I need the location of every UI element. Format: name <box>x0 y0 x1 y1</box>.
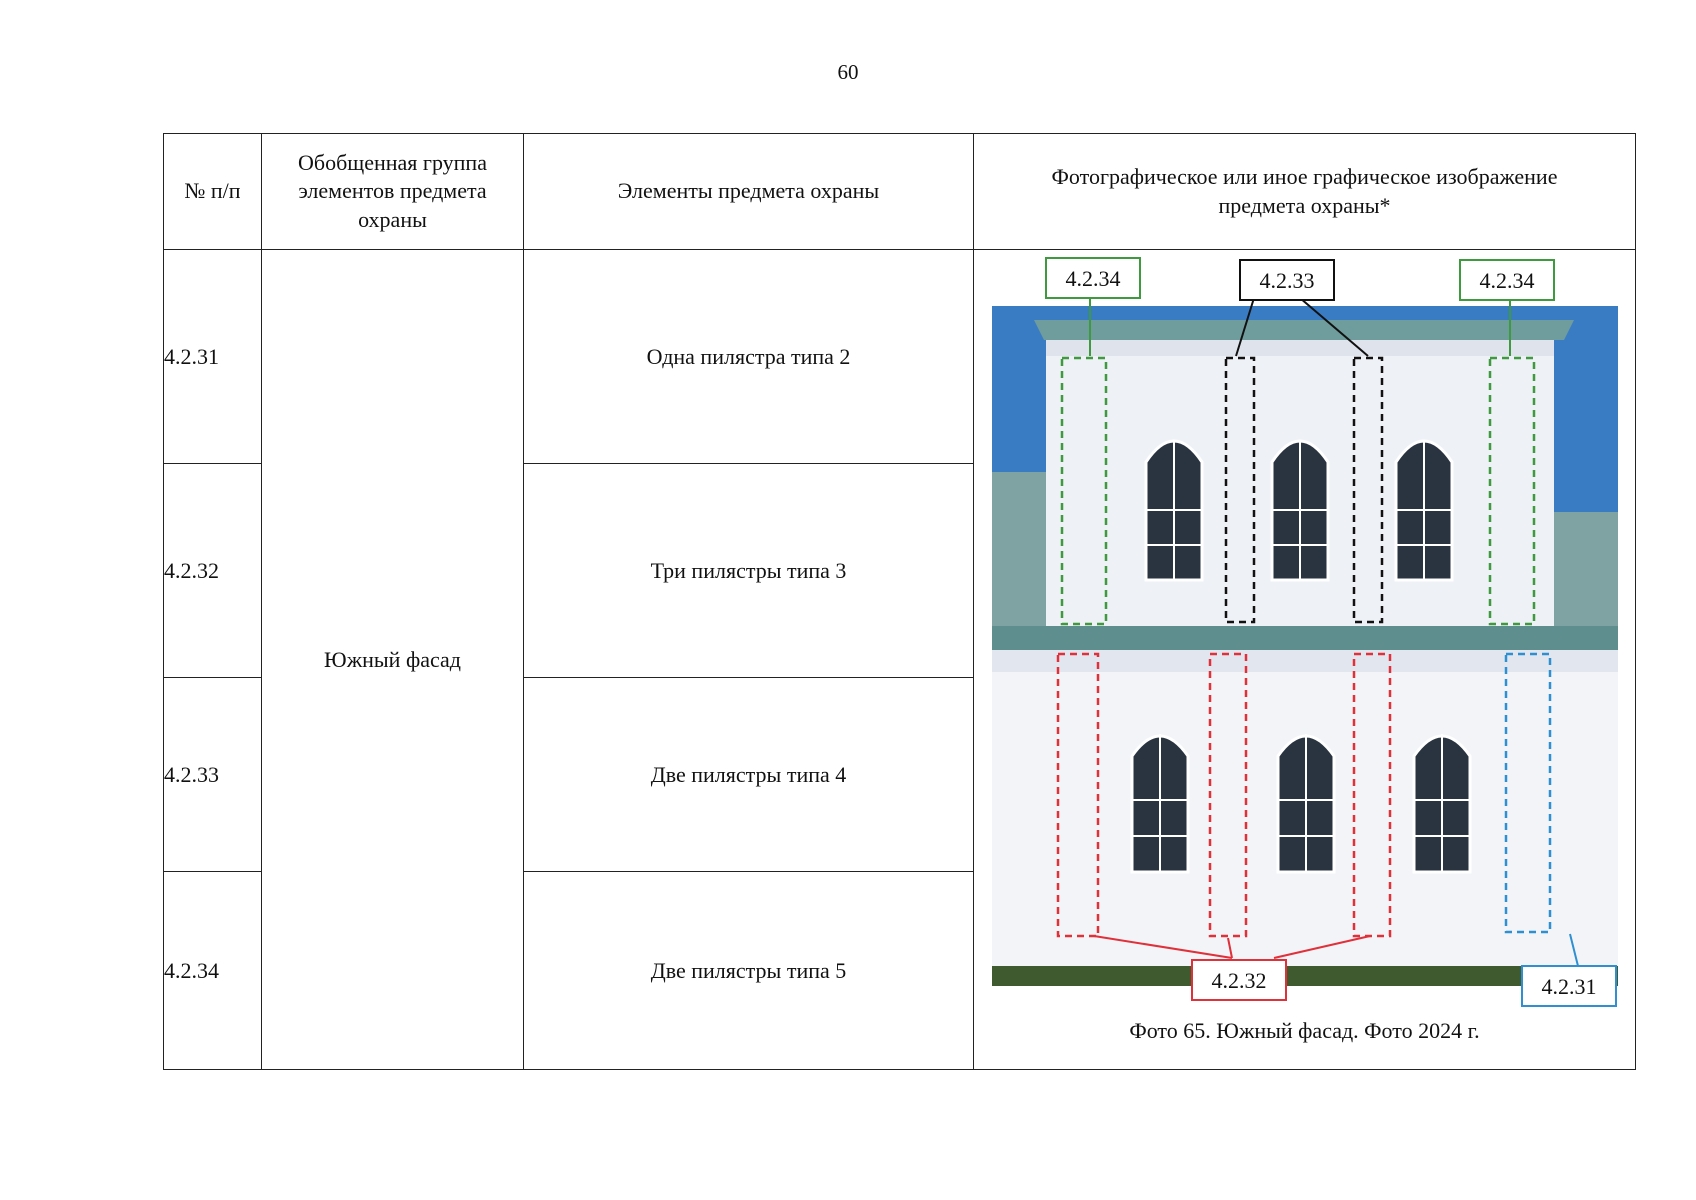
protection-elements-table <box>163 133 1636 1070</box>
svg-text:4.2.31: 4.2.31 <box>1541 974 1597 999</box>
page-number: 60 <box>837 60 859 84</box>
header-group: Обобщенная группа элементов предмета охраны <box>262 134 524 250</box>
label-4-2-34-left <box>1046 258 1140 298</box>
header-number: № п/п <box>164 134 262 250</box>
row-number: 4.2.33 <box>164 678 262 872</box>
label-4-2-31 <box>1522 966 1616 1006</box>
row-number: 4.2.34 <box>164 872 262 1070</box>
group-cell: Южный фасад <box>262 250 524 1070</box>
photo-image <box>992 306 1618 986</box>
element-cell: Три пилястры типа 3 <box>524 464 974 678</box>
label-4-2-34-right <box>1460 260 1554 300</box>
element-cell: Две пилястры типа 4 <box>524 678 974 872</box>
table-header-row <box>164 134 1636 250</box>
header-elements: Элементы предмета охраны <box>524 134 974 250</box>
row-number: 4.2.32 <box>164 464 262 678</box>
photo-cell <box>974 250 1636 1070</box>
header-image: Фотографическое или иное графическое изображение предмета охраны* <box>974 134 1636 250</box>
top-roof <box>1034 320 1574 340</box>
svg-text:4.2.34: 4.2.34 <box>1479 268 1535 293</box>
svg-text:4.2.34: 4.2.34 <box>1065 266 1121 291</box>
svg-text:4.2.33: 4.2.33 <box>1259 268 1315 293</box>
element-cell: Одна пилястра типа 2 <box>524 250 974 464</box>
element-cell: Две пилястры типа 5 <box>524 872 974 1070</box>
label-4-2-33 <box>1240 260 1334 300</box>
row-number: 4.2.31 <box>164 250 262 464</box>
svg-text:4.2.32: 4.2.32 <box>1211 968 1267 993</box>
facade-photo <box>974 250 1635 1068</box>
photo-caption: Фото 65. Южный фасад. Фото 2024 г. <box>1129 1018 1480 1043</box>
label-4-2-32 <box>1192 960 1286 1000</box>
table-row <box>164 250 1636 464</box>
